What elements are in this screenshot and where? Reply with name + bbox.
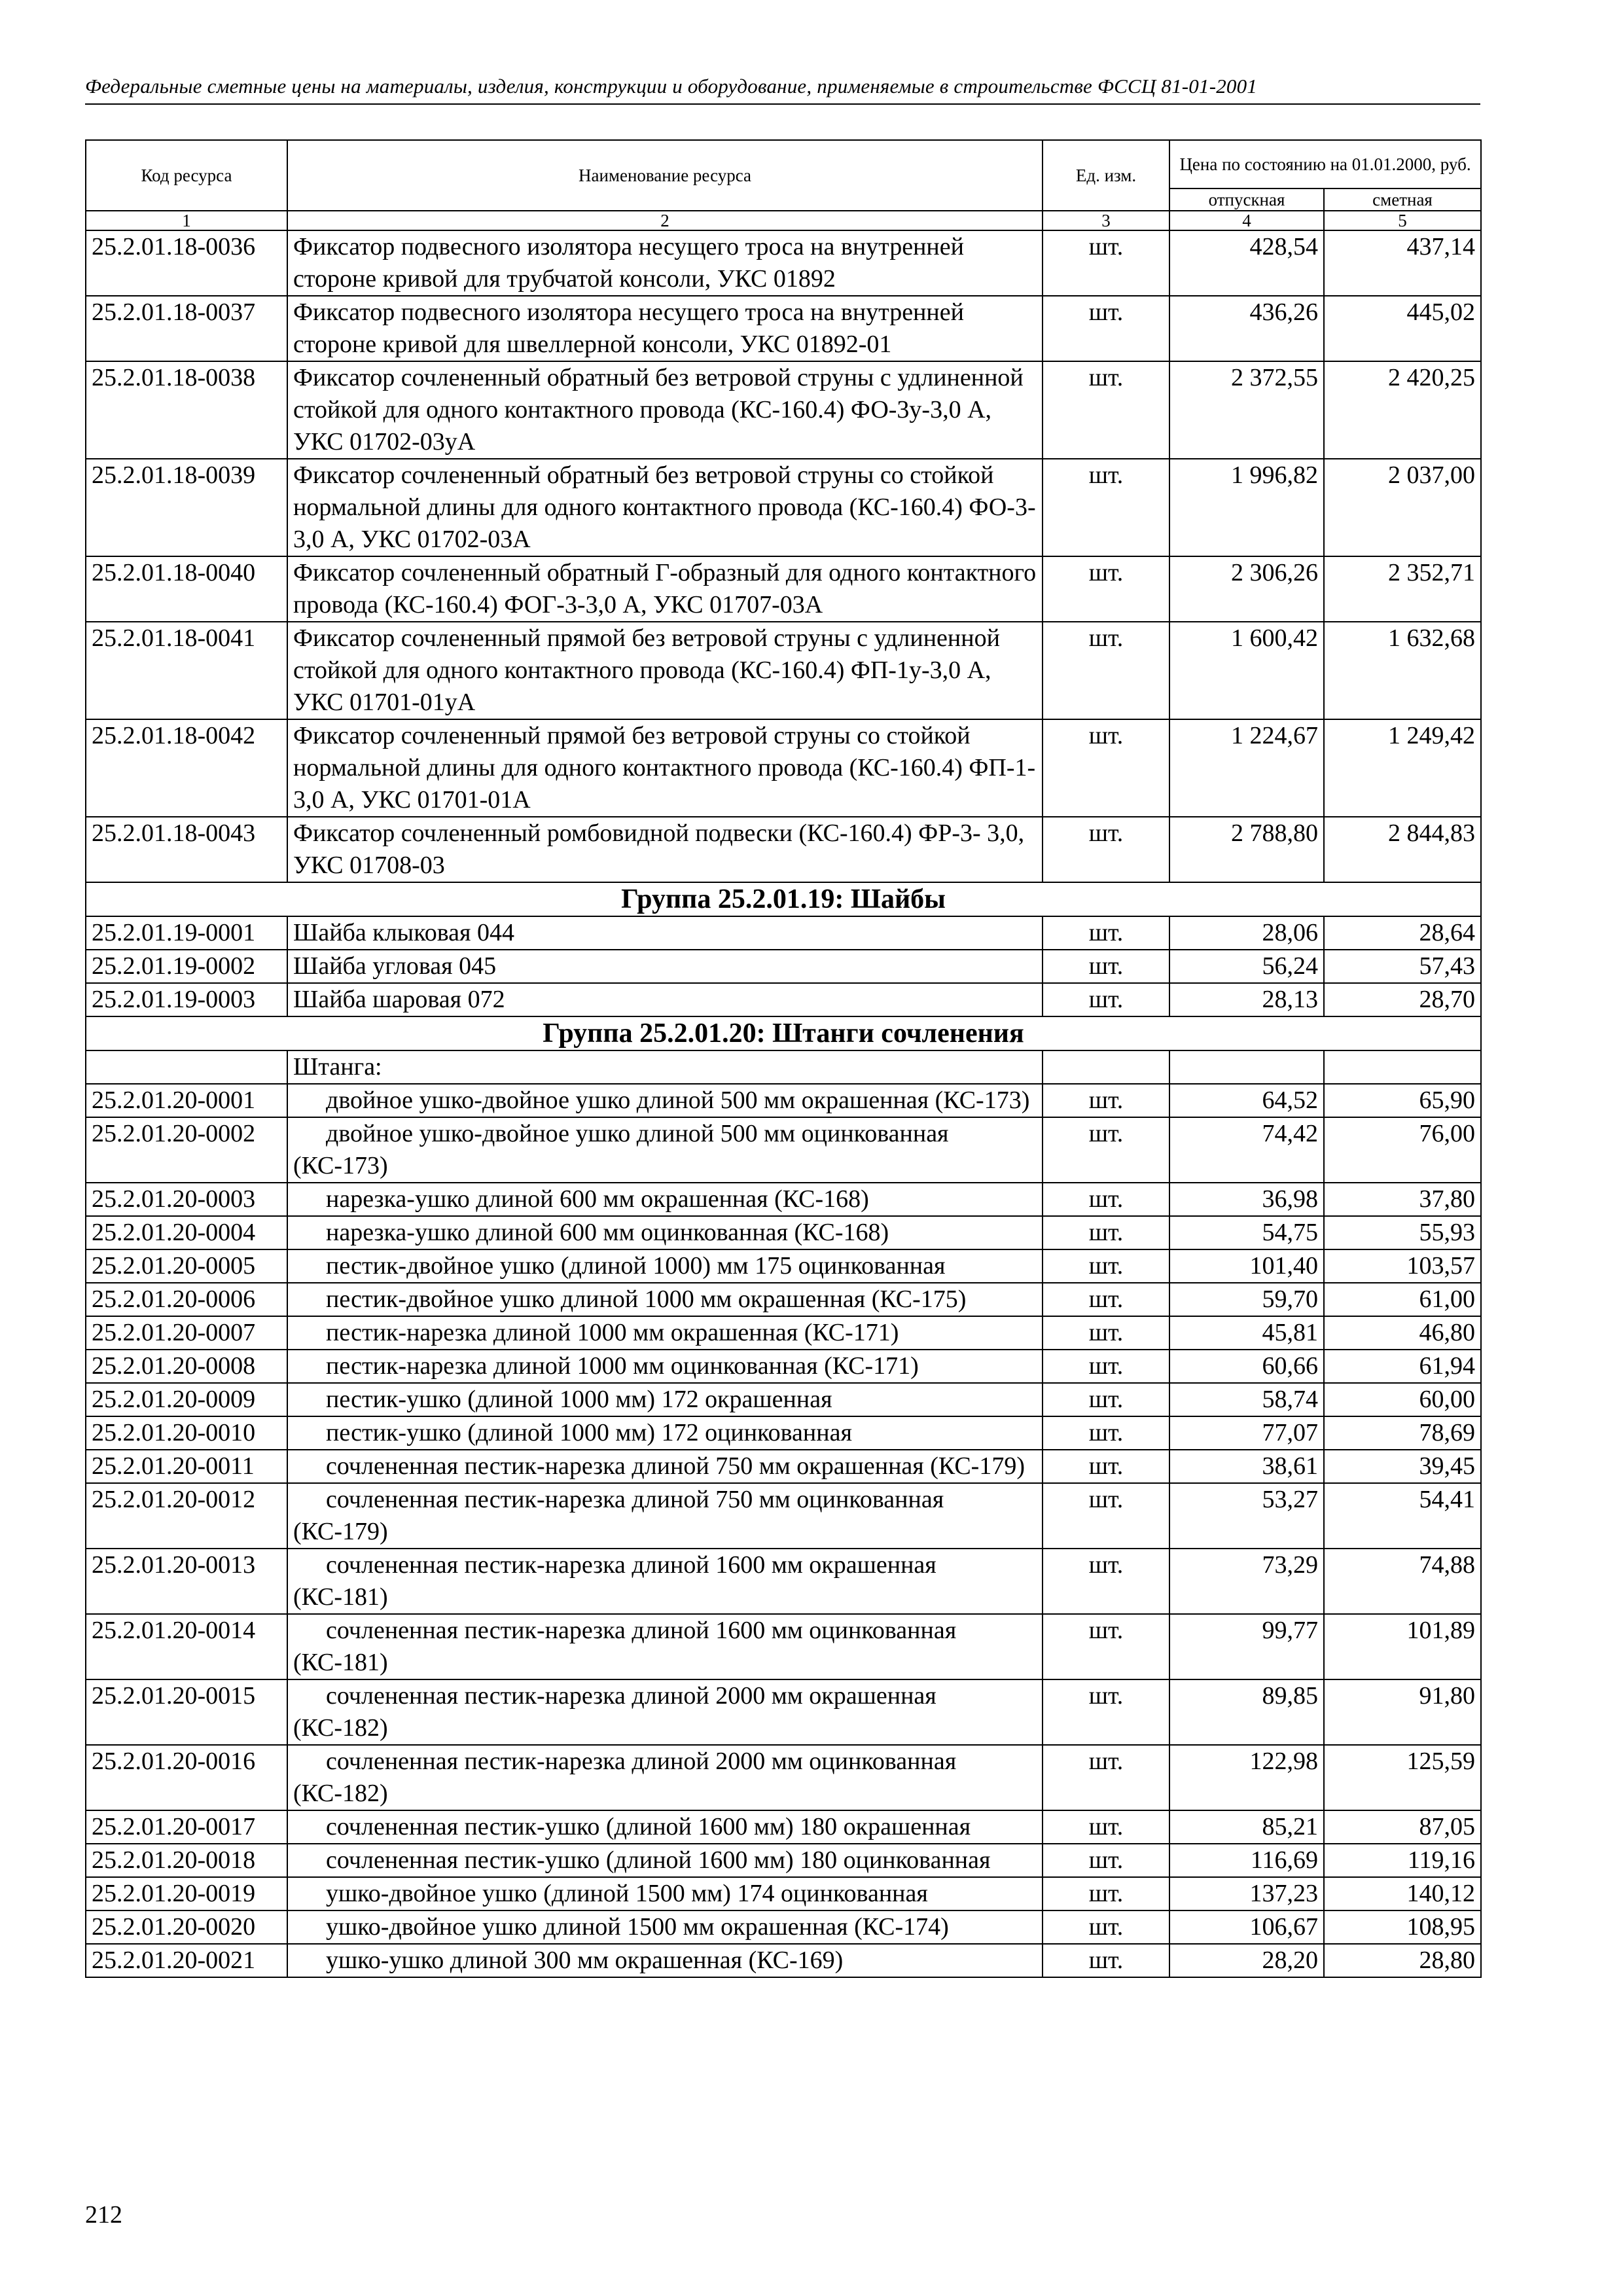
empty-cell (1043, 1050, 1169, 1084)
table-row (86, 622, 1481, 719)
release-price-cell: 428,54 (1169, 230, 1324, 296)
resource-name-cell: ушко-ушко длиной 300 мм окрашенная (КС-169) (287, 1944, 1043, 1977)
table-row (86, 1249, 1481, 1283)
release-price-cell: 89,85 (1169, 1679, 1324, 1745)
empty-cell (1169, 1050, 1324, 1084)
resource-code-cell: 25.2.01.20-0009 (86, 1383, 287, 1416)
resource-code-cell: 25.2.01.20-0012 (86, 1483, 287, 1549)
release-price-cell: 2 372,55 (1169, 361, 1324, 459)
estimate-price-cell: 28,80 (1324, 1944, 1481, 1977)
unit-cell: шт. (1043, 1383, 1169, 1416)
table-row (86, 1810, 1481, 1844)
estimate-price-cell: 87,05 (1324, 1810, 1481, 1844)
resource-name-cell: Шайба шаровая 072 (287, 983, 1043, 1016)
estimate-price-cell: 119,16 (1324, 1844, 1481, 1877)
release-price-cell: 77,07 (1169, 1416, 1324, 1450)
column-number: 2 (287, 211, 1043, 230)
unit-cell: шт. (1043, 916, 1169, 950)
group-heading: Группа 25.2.01.19: Шайбы (86, 882, 1481, 916)
unit-cell: шт. (1043, 1216, 1169, 1249)
release-price-cell: 116,69 (1169, 1844, 1324, 1877)
resource-code-cell: 25.2.01.20-0011 (86, 1450, 287, 1483)
resource-name-cell: Фиксатор сочлененный обратный без ветровой струны с удлиненной стойкой для одного контактного провода (КС-160.4) ФО-3у-3,0 А, УКС 01702-03уА (287, 361, 1043, 459)
table-row (86, 296, 1481, 361)
resource-name-cell: сочлененная пестик-ушко (длиной 1600 мм) 180 оцинкованная (287, 1844, 1043, 1877)
group-heading-row (86, 882, 1481, 916)
table-row (86, 361, 1481, 459)
release-price-cell: 54,75 (1169, 1216, 1324, 1249)
table-row (86, 1483, 1481, 1549)
estimate-price-cell: 1 249,42 (1324, 719, 1481, 817)
unit-cell: шт. (1043, 817, 1169, 882)
column-header-name: Наименование ресурса (287, 140, 1043, 211)
resource-name-cell: сочлененная пестик-нарезка длиной 1600 мм оцинкованная (КС-181) (287, 1614, 1043, 1679)
unit-cell: шт. (1043, 1084, 1169, 1117)
release-price-cell: 1 224,67 (1169, 719, 1324, 817)
table-row (86, 1910, 1481, 1944)
empty-cell (1324, 1050, 1481, 1084)
resource-name-cell: пестик-нарезка длиной 1000 мм окрашенная (КС-171) (287, 1316, 1043, 1350)
release-price-cell: 1 600,42 (1169, 622, 1324, 719)
table-row (86, 1549, 1481, 1614)
resource-code-cell: 25.2.01.20-0021 (86, 1944, 287, 1977)
table-row (86, 1316, 1481, 1350)
resource-code-cell: 25.2.01.20-0013 (86, 1549, 287, 1614)
resource-name-cell: сочлененная пестик-нарезка длиной 1600 мм окрашенная (КС-181) (287, 1549, 1043, 1614)
column-number: 5 (1324, 211, 1481, 230)
table-row (86, 1450, 1481, 1483)
estimate-price-cell: 140,12 (1324, 1877, 1481, 1910)
resource-code-cell: 25.2.01.20-0019 (86, 1877, 287, 1910)
resource-name-cell: двойное ушко-двойное ушко длиной 500 мм окрашенная (КС-173) (287, 1084, 1043, 1117)
release-price-cell: 2 788,80 (1169, 817, 1324, 882)
table-row (86, 1117, 1481, 1183)
group-heading-row (86, 1016, 1481, 1050)
table-row (86, 1183, 1481, 1216)
unit-cell: шт. (1043, 1877, 1169, 1910)
release-price-cell: 436,26 (1169, 296, 1324, 361)
column-header-code: Код ресурса (86, 140, 287, 211)
table-row (86, 230, 1481, 296)
empty-cell (86, 1050, 287, 1084)
resource-code-cell: 25.2.01.20-0017 (86, 1810, 287, 1844)
resource-name-cell: сочлененная пестик-нарезка длиной 750 мм окрашенная (КС-179) (287, 1450, 1043, 1483)
resource-code-cell: 25.2.01.20-0002 (86, 1117, 287, 1183)
resource-code-cell: 25.2.01.20-0015 (86, 1679, 287, 1745)
resource-name-cell: Фиксатор подвесного изолятора несущего троса на внутренней стороне кривой для швеллерной консоли, УКС 01892-01 (287, 296, 1043, 361)
estimate-price-cell: 28,64 (1324, 916, 1481, 950)
unit-cell: шт. (1043, 556, 1169, 622)
resource-code-cell: 25.2.01.20-0005 (86, 1249, 287, 1283)
resource-name-cell: нарезка-ушко длиной 600 мм окрашенная (КС-168) (287, 1183, 1043, 1216)
unit-cell: шт. (1043, 1549, 1169, 1614)
unit-cell: шт. (1043, 1316, 1169, 1350)
estimate-price-cell: 39,45 (1324, 1450, 1481, 1483)
estimate-price-cell: 61,00 (1324, 1283, 1481, 1316)
resource-name-cell: двойное ушко-двойное ушко длиной 500 мм оцинкованная (КС-173) (287, 1117, 1043, 1183)
resource-code-cell: 25.2.01.18-0038 (86, 361, 287, 459)
unit-cell: шт. (1043, 1810, 1169, 1844)
resource-name-cell: нарезка-ушко длиной 600 мм оцинкованная (КС-168) (287, 1216, 1043, 1249)
estimate-price-cell: 2 420,25 (1324, 361, 1481, 459)
table-row (86, 983, 1481, 1016)
running-header-text: Федеральные сметные цены на материалы, изделия, конструкции и оборудование, применяемые в строительстве ФССЦ 81-01-2001 (85, 75, 1258, 98)
estimate-price-cell: 1 632,68 (1324, 622, 1481, 719)
unit-cell: шт. (1043, 230, 1169, 296)
estimate-price-cell: 437,14 (1324, 230, 1481, 296)
table-row (86, 916, 1481, 950)
release-price-cell: 36,98 (1169, 1183, 1324, 1216)
resource-name-cell: ушко-двойное ушко (длиной 1500 мм) 174 оцинкованная (287, 1877, 1043, 1910)
resource-code-cell: 25.2.01.20-0004 (86, 1216, 287, 1249)
release-price-cell: 99,77 (1169, 1614, 1324, 1679)
table-row (86, 950, 1481, 983)
price-table (85, 139, 1482, 1978)
resource-code-cell: 25.2.01.18-0039 (86, 459, 287, 556)
column-header-estimate-price: сметная (1324, 188, 1481, 211)
group-heading: Группа 25.2.01.20: Штанги сочленения (86, 1016, 1481, 1050)
resource-code-cell: 25.2.01.18-0043 (86, 817, 287, 882)
release-price-cell: 1 996,82 (1169, 459, 1324, 556)
release-price-cell: 64,52 (1169, 1084, 1324, 1117)
release-price-cell: 73,29 (1169, 1549, 1324, 1614)
estimate-price-cell: 60,00 (1324, 1383, 1481, 1416)
resource-code-cell: 25.2.01.20-0020 (86, 1910, 287, 1944)
resource-code-cell: 25.2.01.18-0037 (86, 296, 287, 361)
table-row (86, 1416, 1481, 1450)
estimate-price-cell: 46,80 (1324, 1316, 1481, 1350)
resource-code-cell: 25.2.01.20-0007 (86, 1316, 287, 1350)
resource-name-cell: Шайба клыковая 044 (287, 916, 1043, 950)
resource-code-cell: 25.2.01.18-0041 (86, 622, 287, 719)
unit-cell: шт. (1043, 1944, 1169, 1977)
resource-name-cell: пестик-ушко (длиной 1000 мм) 172 оцинкованная (287, 1416, 1043, 1450)
resource-code-cell: 25.2.01.20-0010 (86, 1416, 287, 1450)
resource-name-cell: сочлененная пестик-нарезка длиной 750 мм оцинкованная (КС-179) (287, 1483, 1043, 1549)
price-table-header (86, 140, 1481, 230)
estimate-price-cell: 2 352,71 (1324, 556, 1481, 622)
running-header (85, 72, 1480, 105)
release-price-cell: 60,66 (1169, 1350, 1324, 1383)
table-row (86, 1350, 1481, 1383)
table-row (86, 1283, 1481, 1316)
resource-code-cell: 25.2.01.19-0002 (86, 950, 287, 983)
table-row (86, 1383, 1481, 1416)
estimate-price-cell: 2 844,83 (1324, 817, 1481, 882)
unit-cell: шт. (1043, 1183, 1169, 1216)
unit-cell: шт. (1043, 1483, 1169, 1549)
column-header-release-price: отпускная (1169, 188, 1324, 211)
estimate-price-cell: 76,00 (1324, 1117, 1481, 1183)
estimate-price-cell: 108,95 (1324, 1910, 1481, 1944)
column-number: 1 (86, 211, 287, 230)
release-price-cell: 59,70 (1169, 1283, 1324, 1316)
table-row (86, 1216, 1481, 1249)
resource-code-cell: 25.2.01.20-0003 (86, 1183, 287, 1216)
resource-name-cell: Фиксатор сочлененный обратный Г-образный для одного контактного провода (КС-160.4) ФОГ-3-3,0 А, УКС 01707-03А (287, 556, 1043, 622)
column-number: 3 (1043, 211, 1169, 230)
resource-code-cell: 25.2.01.20-0016 (86, 1745, 287, 1810)
estimate-price-cell: 61,94 (1324, 1350, 1481, 1383)
resource-name-cell: пестик-двойное ушко длиной 1000 мм окрашенная (КС-175) (287, 1283, 1043, 1316)
estimate-price-cell: 74,88 (1324, 1549, 1481, 1614)
resource-name-cell: сочлененная пестик-нарезка длиной 2000 мм окрашенная (КС-182) (287, 1679, 1043, 1745)
resource-name-cell: Фиксатор сочлененный прямой без ветровой струны со стойкой нормальной длины для одного контактного провода (КС-160.4) ФП-1-3,0 А, УКС 01701-01А (287, 719, 1043, 817)
resource-code-cell: 25.2.01.20-0014 (86, 1614, 287, 1679)
resource-code-cell: 25.2.01.20-0001 (86, 1084, 287, 1117)
estimate-price-cell: 28,70 (1324, 983, 1481, 1016)
release-price-cell: 28,20 (1169, 1944, 1324, 1977)
unit-cell: шт. (1043, 622, 1169, 719)
release-price-cell: 74,42 (1169, 1117, 1324, 1183)
release-price-cell: 38,61 (1169, 1450, 1324, 1483)
resource-name-cell: сочлененная пестик-нарезка длиной 2000 мм оцинкованная (КС-182) (287, 1745, 1043, 1810)
estimate-price-cell: 55,93 (1324, 1216, 1481, 1249)
unit-cell: шт. (1043, 1249, 1169, 1283)
estimate-price-cell: 65,90 (1324, 1084, 1481, 1117)
release-price-cell: 56,24 (1169, 950, 1324, 983)
release-price-cell: 2 306,26 (1169, 556, 1324, 622)
unit-cell: шт. (1043, 1117, 1169, 1183)
resource-name-cell: Фиксатор сочлененный прямой без ветровой струны с удлиненной стойкой для одного контактного провода (КС-160.4) ФП-1у-3,0 А, УКС 01701-01уА (287, 622, 1043, 719)
resource-code-cell: 25.2.01.19-0001 (86, 916, 287, 950)
resource-code-cell: 25.2.01.18-0036 (86, 230, 287, 296)
subheader-label: Штанга: (287, 1050, 1043, 1084)
estimate-price-cell: 125,59 (1324, 1745, 1481, 1810)
unit-cell: шт. (1043, 1614, 1169, 1679)
unit-cell: шт. (1043, 1679, 1169, 1745)
unit-cell: шт. (1043, 1745, 1169, 1810)
column-number: 4 (1169, 211, 1324, 230)
unit-cell: шт. (1043, 296, 1169, 361)
unit-cell: шт. (1043, 983, 1169, 1016)
resource-code-cell: 25.2.01.18-0040 (86, 556, 287, 622)
resource-name-cell: пестик-двойное ушко (длиной 1000) мм 175 оцинкованная (287, 1249, 1043, 1283)
resource-code-cell: 25.2.01.20-0006 (86, 1283, 287, 1316)
table-row (86, 1745, 1481, 1810)
column-header-unit: Ед. изм. (1043, 140, 1169, 211)
resource-name-cell: Фиксатор сочлененный ромбовидной подвески (КС-160.4) ФР-3- 3,0, УКС 01708-03 (287, 817, 1043, 882)
release-price-cell: 106,67 (1169, 1910, 1324, 1944)
table-row (86, 817, 1481, 882)
estimate-price-cell: 103,57 (1324, 1249, 1481, 1283)
release-price-cell: 85,21 (1169, 1810, 1324, 1844)
release-price-cell: 53,27 (1169, 1483, 1324, 1549)
release-price-cell: 122,98 (1169, 1745, 1324, 1810)
estimate-price-cell: 445,02 (1324, 296, 1481, 361)
table-row (86, 1084, 1481, 1117)
resource-name-cell: Фиксатор сочлененный обратный без ветровой струны со стойкой нормальной длины для одного контактного провода (КС-160.4) ФО-3-3,0 А, УКС 01702-03А (287, 459, 1043, 556)
unit-cell: шт. (1043, 1450, 1169, 1483)
resource-name-cell: пестик-нарезка длиной 1000 мм оцинкованная (КС-171) (287, 1350, 1043, 1383)
estimate-price-cell: 78,69 (1324, 1416, 1481, 1450)
resource-code-cell: 25.2.01.18-0042 (86, 719, 287, 817)
subheader-row (86, 1050, 1481, 1084)
resource-name-cell: сочлененная пестик-ушко (длиной 1600 мм) 180 окрашенная (287, 1810, 1043, 1844)
unit-cell: шт. (1043, 1910, 1169, 1944)
estimate-price-cell: 101,89 (1324, 1614, 1481, 1679)
estimate-price-cell: 91,80 (1324, 1679, 1481, 1745)
unit-cell: шт. (1043, 361, 1169, 459)
release-price-cell: 58,74 (1169, 1383, 1324, 1416)
estimate-price-cell: 54,41 (1324, 1483, 1481, 1549)
release-price-cell: 28,06 (1169, 916, 1324, 950)
unit-cell: шт. (1043, 1350, 1169, 1383)
price-table-body (86, 230, 1481, 1977)
unit-cell: шт. (1043, 1844, 1169, 1877)
resource-code-cell: 25.2.01.20-0008 (86, 1350, 287, 1383)
table-row (86, 719, 1481, 817)
unit-cell: шт. (1043, 459, 1169, 556)
table-row (86, 1614, 1481, 1679)
resource-name-cell: Шайба угловая 045 (287, 950, 1043, 983)
resource-code-cell: 25.2.01.19-0003 (86, 983, 287, 1016)
column-header-price: Цена по состоянию на 01.01.2000, руб. (1169, 140, 1481, 188)
table-row (86, 556, 1481, 622)
table-row (86, 459, 1481, 556)
resource-name-cell: пестик-ушко (длиной 1000 мм) 172 окрашенная (287, 1383, 1043, 1416)
resource-code-cell: 25.2.01.20-0018 (86, 1844, 287, 1877)
table-row (86, 1944, 1481, 1977)
table-row (86, 1877, 1481, 1910)
table-row (86, 1844, 1481, 1877)
table-row (86, 1679, 1481, 1745)
resource-name-cell: Фиксатор подвесного изолятора несущего троса на внутренней стороне кривой для трубчатой консоли, УКС 01892 (287, 230, 1043, 296)
estimate-price-cell: 37,80 (1324, 1183, 1481, 1216)
release-price-cell: 45,81 (1169, 1316, 1324, 1350)
estimate-price-cell: 57,43 (1324, 950, 1481, 983)
release-price-cell: 28,13 (1169, 983, 1324, 1016)
unit-cell: шт. (1043, 950, 1169, 983)
unit-cell: шт. (1043, 1416, 1169, 1450)
release-price-cell: 101,40 (1169, 1249, 1324, 1283)
unit-cell: шт. (1043, 719, 1169, 817)
unit-cell: шт. (1043, 1283, 1169, 1316)
page-number: 212 (85, 2201, 122, 2229)
estimate-price-cell: 2 037,00 (1324, 459, 1481, 556)
release-price-cell: 137,23 (1169, 1877, 1324, 1910)
resource-name-cell: ушко-двойное ушко длиной 1500 мм окрашенная (КС-174) (287, 1910, 1043, 1944)
